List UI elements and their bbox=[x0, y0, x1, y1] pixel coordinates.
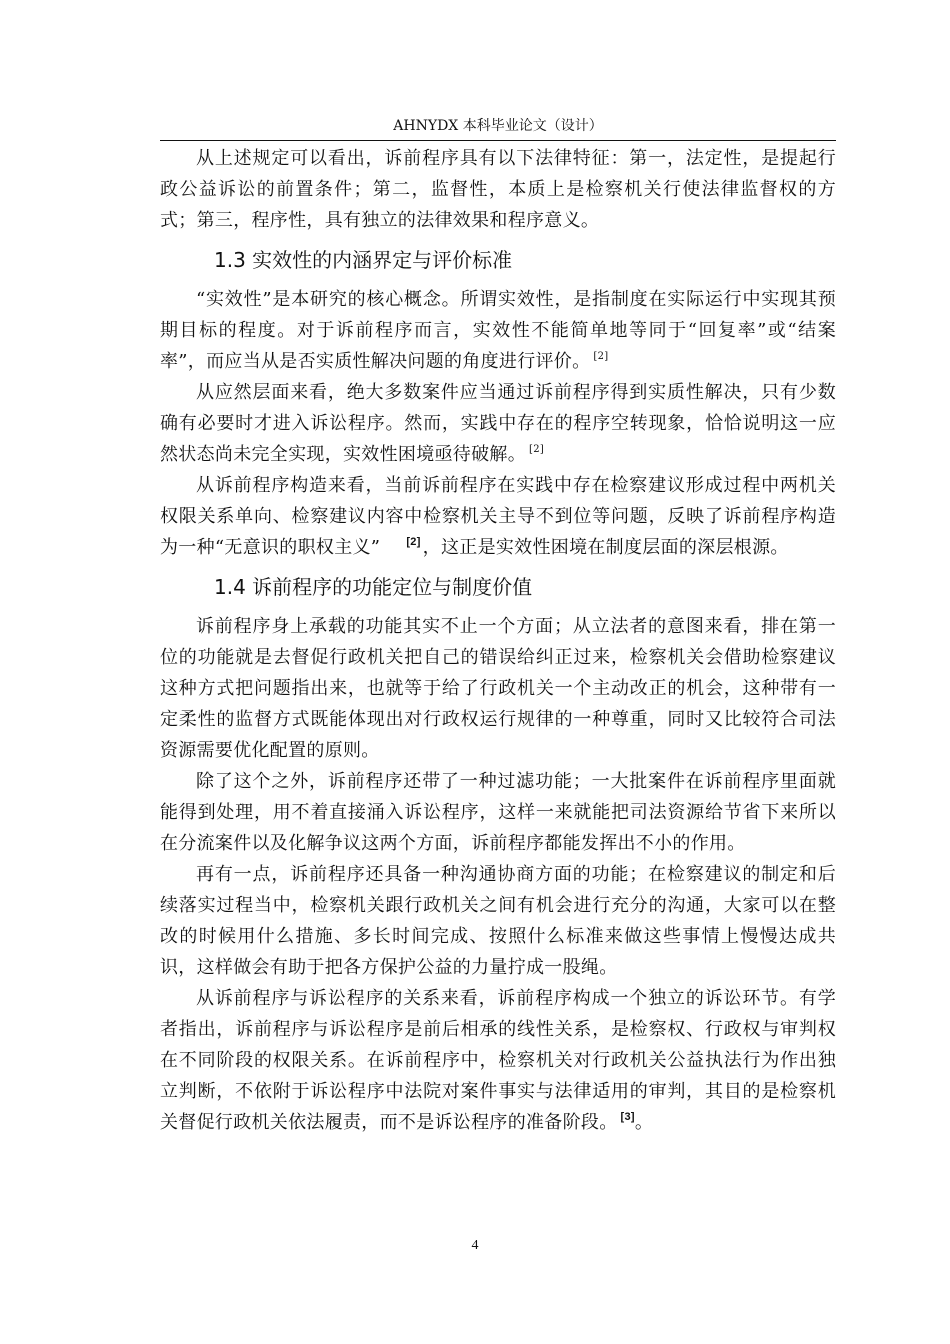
section-heading-1-3: 1.3 实效性的内涵界定与评价标准 bbox=[214, 248, 513, 272]
citation-ref: [3] bbox=[620, 1111, 635, 1123]
header-title: AHNYDX 本科毕业论文（设计） bbox=[393, 118, 603, 134]
paragraph-legal-features: 从上述规定可以看出，诉前程序具有以下法律特征：第一，法定性，是提起行政公益诉讼的前置条件；第二，监督性，本质上是检察机关行使法律监督权的方式；第三，程序性，具有独立的法律效果和程序意义。 bbox=[160, 148, 836, 231]
page-body bbox=[160, 143, 836, 1138]
paragraph-ought-level: 从应然层面来看，绝大多数案件应当通过诉前程序得到实质性解决，只有少数确有必要时才进入诉讼程序。然而，实践中存在的程序空转现象，恰恰说明这一应然状态尚未完全实现，实效性困境亟待破解。 [2] bbox=[160, 382, 836, 465]
paragraph-function-supervision: 诉前程序身上承载的功能其实不止一个方面；从立法者的意图来看，排在第一位的功能就是去督促行政机关把自己的错误给纠正过来，检察机关会借助检察建议这种方式把问题指出来，也就等于给了行政机关一个主动改正的机会，这种带有一定柔性的监督方式既能体现出对行政权运行规律的一种尊重，同时又比较符合司法资源需要优化配置的原则。 bbox=[160, 616, 836, 761]
section-heading-1-4: 1.4 诉前程序的功能定位与制度价值 bbox=[214, 575, 533, 599]
paragraph-function-communication: 再有一点，诉前程序还具备一种沟通协商方面的功能；在检察建议的制定和后续落实过程当中，检察机关跟行政机关之间有机会进行充分的沟通，大家可以在整改的时候用什么措施、多长时间完成、按照什么标准来做这些事情上慢慢达成共识，这样做会有助于把各方保护公益的力量拧成一股绳。 bbox=[160, 864, 836, 978]
citation-ref: [2] bbox=[529, 444, 545, 455]
citation-ref: [2] bbox=[406, 536, 421, 548]
paragraph-effectiveness-concept: “实效性”是本研究的核心概念。所谓实效性，是指制度在实际运行中实现其预期目标的程度。对于诉前程序而言，实效性不能简单地等同于“回复率”或“结案率”，而应当从是否实质性解决问题的角度进行评价。 [2] bbox=[160, 289, 836, 372]
paragraph-function-filter: 除了这个之外，诉前程序还带了一种过滤功能；一大批案件在诉前程序里面就能得到处理，用不着直接涌入诉讼程序，这样一来就能把司法资源给节省下来所以在分流案件以及化解争议这两个方面，诉前程序都能发挥出不小的作用。 bbox=[160, 771, 836, 854]
paragraph-relationship: 从诉前程序与诉讼程序的关系来看，诉前程序构成一个独立的诉讼环节。有学者指出，诉前程序与诉讼程序是前后相承的线性关系，是检察权、行政权与审判权在不同阶段的权限关系。在诉前程序中，检察机关对行政机关公益执法行为作出独立判断，不依附于诉讼程序中法院对案件事实与法律适用的审判，其目的是检察机关督促行政机关依法履责，而不是诉讼程序的准备阶段。 [3]。 bbox=[160, 988, 836, 1133]
page-number: 4 bbox=[471, 1238, 479, 1253]
running-header bbox=[160, 112, 836, 141]
citation-ref: [2] bbox=[593, 351, 609, 362]
paragraph-procedure-structure: 从诉前程序构造来看，当前诉前程序在实践中存在检察建议形成过程中两机关权限关系单向、检察建议内容中检察机关主导不到位等问题，反映了诉前程序构造为一种“无意识的职权主义” [2] ，这正是实效性困境在制度层面的深层根源。 bbox=[160, 475, 836, 558]
